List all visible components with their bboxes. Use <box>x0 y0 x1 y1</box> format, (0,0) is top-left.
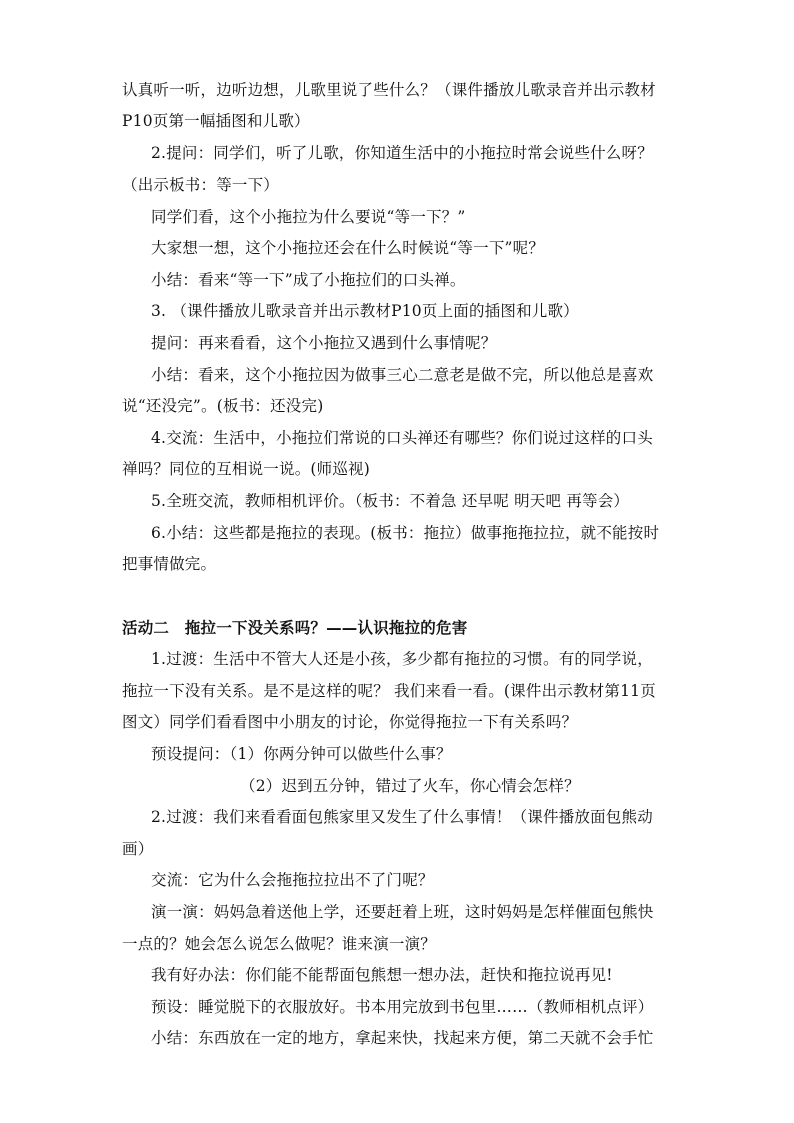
section-heading: 活动二 拖拉一下没关系吗？——认识拖拉的危害 <box>122 619 468 637</box>
text-line: 禅吗？同位的互相说一说。(师巡视) <box>122 460 370 478</box>
text-line: 提问：再来看看，这个小拖拉又遇到什么事情呢？ <box>151 334 497 352</box>
text-line: 一点的？她会怎么说怎么做呢？谁来演一演？ <box>122 935 437 953</box>
text-line: 4.交流：生活中，小拖拉们常说的口头禅还有哪些？你们说过这样的口头 <box>151 429 653 447</box>
text-line: 小结：看来，这个小拖拉因为做事三心二意老是做不完，所以他总是喜欢 <box>151 366 654 384</box>
text-line: 认真听一听，边听边想，儿歌里说了些什么？（课件播放儿歌录音并出示教材 <box>122 81 656 99</box>
text-line: （出示板书：等一下） <box>122 176 280 194</box>
text-line: （2）迟到五分钟，错过了火车，你心情会怎样？ <box>240 777 580 795</box>
text-line: 6.小结：这些都是拖拉的表现。(板书：拖拉）做事拖拖拉拉，就不能按时 <box>151 524 660 542</box>
text-line: 小结：东西放在一定的地方，拿起来快，找起来方便，第二天就不会手忙 <box>151 1029 654 1047</box>
text-line: 同学们看，这个小拖拉为什么要说“等一下？” <box>151 208 466 226</box>
text-line: 我有好办法：你们能不能帮面包熊想一想办法，赶快和拖拉说再见! <box>151 966 613 984</box>
text-line: 3. （课件播放儿歌录音并出示教材P10页上面的插图和儿歌） <box>151 302 579 320</box>
text-line: 2.过渡：我们来看看面包熊家里又发生了什么事情！（课件播放面包熊动 <box>151 808 653 826</box>
text-line: 2.提问：同学们，听了儿歌，你知道生活中的小拖拉时常会说些什么呀？ <box>151 144 653 162</box>
text-line: 图文）同学们看看图中小朋友的讨论，你觉得拖拉一下有关系吗？ <box>122 713 578 731</box>
text-line: 演一演：妈妈急着送他上学，还要赶着上班，这时妈妈是怎样催面包熊快 <box>151 903 654 921</box>
text-line: P10页第一幅插图和儿歌） <box>122 112 310 130</box>
text-line: 说“还没完”。(板书：还没完) <box>122 397 324 415</box>
text-line: 小结：看来“等一下”成了小拖拉们的口头禅。 <box>151 271 466 289</box>
text-line: 拖拉一下没有关系。是不是这样的呢？ 我们来看一看。(课件出示教材第11页 <box>122 682 656 700</box>
text-line: 预设：睡觉脱下的衣服放好。书本用完放到书包里……（教师相机点评） <box>151 998 654 1016</box>
text-line: 交流：它为什么会拖拖拉拉出不了门呢？ <box>151 871 434 889</box>
text-line: 5.全班交流，教师相机评价。（板书：不着急 还早呢 明天吧 再等会） <box>151 492 630 510</box>
text-line: 画） <box>122 840 154 858</box>
text-line: 把事情做完。 <box>122 555 217 573</box>
text-line: 1.过渡：生活中不管大人还是小孩，多少都有拖拉的习惯。有的同学说， <box>151 650 653 668</box>
text-line: 预设提问：（1）你两分钟可以做些什么事？ <box>151 745 452 763</box>
text-line: 大家想一想，这个小拖拉还会在什么时候说“等一下”呢？ <box>151 239 545 257</box>
